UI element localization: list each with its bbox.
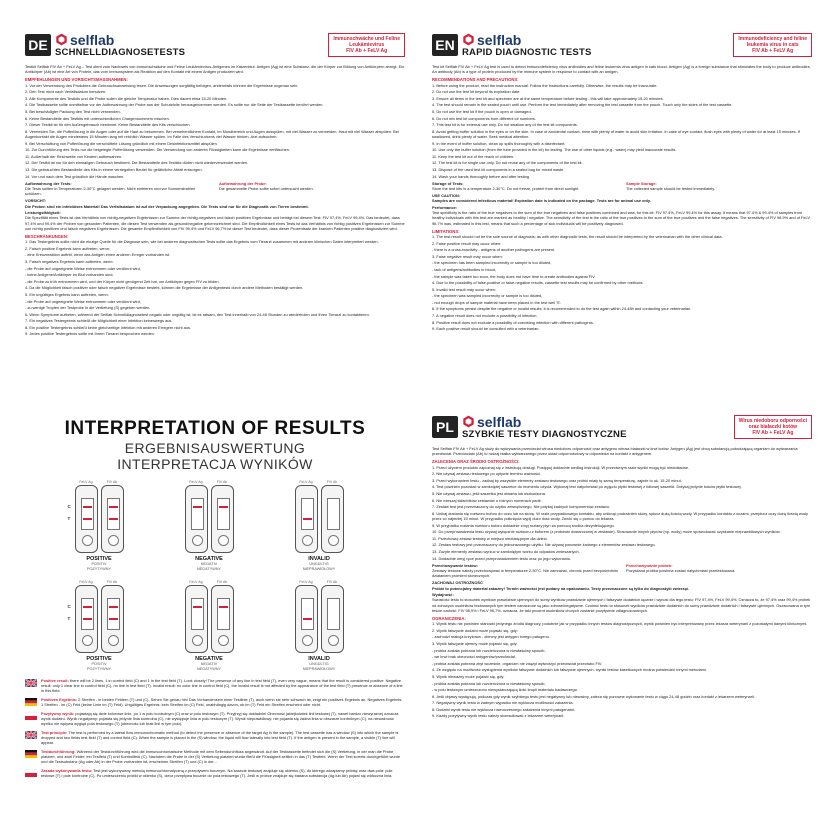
sample-well xyxy=(82,535,93,546)
performance-text: Die Spezifität eines Tests ist das Verhältnis von richtig-negativen Ergebnissen zur Summe der richtig-negativen und falsch positiven Ergebnisse und beträgt bei diesem Test: FIV 97,4%, FeLV 99,4%. Das bedeutet, dass 97,4% und 99,4% der Proben von gesunden Patienten, die diesen Test verwenden als gesund/negative gekennzeichnet sind. Die Empfindlichkeit eines Tests ist das Verhältnis von richtig positiven Ergebnissen zur Summe von richtig positiven und falsch negativen Ergebnissen. Die gesamte Empfindlichkeit von FIV 99,4% und FeLV 96,7% ist dieser Test bedeutet, dass dieser Prozentsatz der kranken Patienten positive diagnostiziert wird. xyxy=(25,215,405,231)
storage-text: Die Tests sollten in Temperaturen 2-30°C gelagert werden. Nicht einfrieren und vor Sonnenstrahlen schützen. xyxy=(25,185,196,197)
list-item: 10. Zur Durchführung des Tests nur die beigelegte Pufferlösung verwenden. Die Verwendung von anderen Flüssigkeiten kann die Ergebnisse verfälschen. xyxy=(25,147,291,153)
sample-text: Die gesammelte Probe sollte sofort untersucht werden. xyxy=(219,185,314,191)
result-window xyxy=(327,498,340,530)
list-item: 3. Falsch negatives Ergebnis kann auftreten, wenn: xyxy=(25,258,114,264)
note-label: Testdurchführung: xyxy=(41,749,76,754)
product-tag: Wirus niedoboru odporności oraz białaczki kotów FIV Ab + FeLV Ag xyxy=(734,415,812,440)
list-item: 2. Falsch positive Ergebnis kann auftreten, wenn: xyxy=(25,245,110,251)
result-label: NEGATIVE xyxy=(195,556,223,562)
intro-paragraph: Test Selflab FIV Ab + FeLV Ag służy do wykrywania przeciwciał wirusa niedoboru odporności oraz antygenu wirusa białaczki w krwi kotów. Antygen (Ag) jest obcą substancją pobudzającą organizm do wytwarzania przeciwciał. Przeciwciało (Ab) to rodzaj białka wytwarzanego przez układ odpornościowy w odpowiedzi na kontakt z antygenem. xyxy=(432,446,798,457)
test-cassette xyxy=(185,485,208,553)
result-window xyxy=(81,598,94,630)
uk-flag-icon xyxy=(25,731,37,739)
recommendation-list xyxy=(432,465,812,561)
note-item xyxy=(25,678,405,693)
list-item: 11. Przechowuj zestaw testowy w miejscu niedostępnym dla dzieci. xyxy=(432,535,548,541)
list-item: 11. Außerhalb der Reichweite von Kindern aufbewahren. xyxy=(25,153,123,159)
sample-well xyxy=(302,635,313,646)
cassette-caption: FIV Ab xyxy=(106,580,118,584)
interpretation-title: INTERPRETATION OF RESULTS xyxy=(64,418,366,439)
list-item: 12. The test kit is for single use only. Do not reuse any of the components of the test kit. xyxy=(432,160,583,166)
test-cassette xyxy=(67,485,98,553)
sample-well xyxy=(108,535,119,546)
note-text: The test is performed by a lateral flow immunochromatic method (to detect the presence or absence of the target Ag in the sample). The test cassette has a window (S) into which the sample is dropped and two fields test field (T) and control field (C). When the sample is placed in the (S) window, the liquid will flow laterally into test field (T). If the antigen is present in the sample, a visible (T) line will appear. xyxy=(41,730,399,745)
list-item: - próbka została pobrana zbyt wcześnie, organizm nie zdążył wytworzyć przeciwciał przeciwko FIV. xyxy=(432,660,603,666)
list-item: - there is a cross-reactivity - antigens of another pathogens are present. xyxy=(432,247,556,253)
product-title: RAPID DIAGNOSTIC TESTS xyxy=(462,46,592,58)
note-text: Während der Testdurchführung wird die immunochromatische Methode mit dem Seitendurchfluss angewandt. Auf der Testkassette befindet sich die (S) Vertiefung, in der man die Probe platziert, und zwei Felder: ein Testfeld (T) und Kontrollfeld (C). Nachdem die Probe in der (S) Vertiefung platziert wurde fließt die Flüssigkeit seitlich in das (T) Testfeld. Wenn der Test korrekt durchgeführt wurde und die Testsubstanz (Ag oder Ab) in der Probe vorhanden ist, erscheinen Streifen (T) und (C) in der... xyxy=(41,749,401,764)
test-cassette xyxy=(211,485,234,553)
section-heading: EMPFEHLUNGEN UND VORSICHTSMASSNAHMEN: xyxy=(25,77,128,83)
list-item: 2. Nie używaj zestawu testowego po upływie terminu ważności. xyxy=(432,471,541,477)
list-item: 13. Dispose of the used test kit components in a sealed bag for mixed waste. xyxy=(432,166,565,172)
intro-paragraph: Testkit Selflab FIV Ab + FeLV Ag – Test dient zum Nachweis von Immunschwäche und Feline Leukämievirus-Antigenen im Katzenblut. Antigen (Ag) ist eine Substanz, die der Körper zur Bildung von Antikörpern anregt. Ein Antikörper (Ab) ist eine Art von Protein, das vom Immunsystem als Reaktion auf den Kontakt mit einem Antigen produziert wird. xyxy=(25,64,405,75)
sample-well xyxy=(218,635,229,646)
result-label-de: UNGÜLTIG xyxy=(309,562,329,566)
header-en xyxy=(432,30,812,60)
section-english xyxy=(432,30,812,402)
test-label: T xyxy=(67,616,71,621)
note-item xyxy=(25,768,405,778)
list-item: 14. Wash your hands thoroughly before and after testing. xyxy=(432,173,531,179)
poland-flag-icon xyxy=(25,769,37,777)
cassette-caption: FeLV Ag xyxy=(189,580,203,584)
result-label-pl: POZYTYWNY xyxy=(86,666,112,671)
limitations-heading: OGRANICZENIA: xyxy=(432,615,466,621)
recommendation-list xyxy=(432,83,812,179)
list-item: - the specimen has been sampled incorrectly or sample is too diluted, xyxy=(432,260,552,266)
list-item: - die Probe zu früh entnommen wird, und der Körper nicht genügend Zeit hat, um Antikörper gegen FIV zu bilden. xyxy=(25,278,220,284)
caution-heading: ZACHOWAJ OSTROŻNOŚĆ xyxy=(432,580,483,586)
result-window xyxy=(81,498,94,530)
brand-name: selflab xyxy=(70,31,115,48)
result-label-de: POSITIV xyxy=(91,562,107,566)
sample-heading: Przechowywanie próbek: xyxy=(626,562,673,568)
result-window xyxy=(107,598,120,630)
control-line xyxy=(109,606,118,608)
result-label-de: NEGATIV xyxy=(200,662,218,666)
test-line xyxy=(109,618,118,620)
test-cassette xyxy=(211,585,234,653)
cassette-caption: FeLV Ag xyxy=(299,580,313,584)
brand-name: selflab xyxy=(477,31,522,48)
result-invalid xyxy=(273,580,365,671)
sample-well xyxy=(192,635,203,646)
caution-text: Próbki to potencjalny materiał zakaźny! Termin ważności jest podany na opakowaniu. Testy przeznaczone są tylko do diagnostyki zwierząt. xyxy=(432,585,689,591)
sample-well xyxy=(82,635,93,646)
list-item: 8. Unikaj dostania się roztworu buforu do oczu lub na skórę. W razie przypadkowego kontaktu, aby uniknąć podrażnień skóry, spłucz dużą ilością wody. W przypadku kontaktu z oczami, przepłucz oczy dużą ilością wody przez co najmniej 15 minut. W przypadku połknięcia wypij dużo ilość wody. Zwróć się o pomoc do lekarza. xyxy=(432,510,808,521)
cassette-caption: FeLV Ag xyxy=(79,580,93,584)
interpretation-subtitle-de: ERGEBNISAUSWERTUNG xyxy=(124,440,306,456)
list-item: 7. Zestaw test jest przeznaczony do użytku zewnętrznego. Nie połykaj żadnych komponentów zestawu. xyxy=(432,504,610,510)
list-item: 9. Każdy pozytywny wynik testu należy skonsultować z lekarzem weterynarii. xyxy=(432,713,565,719)
limitations-heading: LIMITATIONS: xyxy=(432,228,460,234)
list-item: 3. False negative result may occur when: xyxy=(432,253,503,259)
list-item: 11. Keep the test kit out of the reach of children. xyxy=(432,153,515,159)
cassette-caption: FIV Ab xyxy=(326,580,338,584)
list-item: - die Probe auf ungeeignete Weise entnommen oder verdünnt wird, xyxy=(25,265,141,271)
note-label: Test principle: xyxy=(41,730,68,735)
test-line xyxy=(83,618,92,620)
cassette-caption: FIV Ab xyxy=(216,580,228,584)
performance-heading: Performance: xyxy=(432,204,458,210)
test-line xyxy=(109,518,118,520)
note-text: 2 Streifen - in beiden Feldern (T) und (C). Sehen Sie genau hin! Das Vorhandensein einer Testlinie (T), auch wenn sie sehr schwach ist, zeigt ein positives Ergebnis an. Negatives Ergebnis: 1 Streifen - im (C) Feld (keine Linie im (T) Feld). Ungültiges Ergebnis: kein Streifen im (C) Feld, unabhängig davon, ob im (T) Feld ein Streifen erscheint oder nicht. xyxy=(41,697,403,707)
result-negative xyxy=(163,480,255,571)
product-title: SCHNELLDIAGNOSETESTS xyxy=(55,46,186,58)
test-cassette xyxy=(101,585,124,653)
brand-logo xyxy=(462,415,627,429)
list-item: 8. Ein positive Testergebnis schließt keine gleichzeitige Infektion mit anderen Erregern nicht aus. xyxy=(25,324,192,330)
list-item: 7. A negative result does not exclude a possibility of infection. xyxy=(432,313,538,319)
list-item: - we krwi brak obecności antygenów/przeciwciał, xyxy=(432,654,516,660)
list-item: - not enough drops of sample material have been placed in the test well 'S'. xyxy=(432,299,562,305)
storage-text: Store the test kits in a temperature 2-30°C. Do not freeze, protect from direct sunlight. xyxy=(432,185,580,191)
control-line xyxy=(83,606,92,608)
list-item: 5. Wynik nieważny może pojawić się, gdy: xyxy=(432,673,505,679)
control-line xyxy=(193,606,202,608)
section-heading: ZALECENIA ORAZ ŚRODKI OSTROŻNOŚCI: xyxy=(432,459,520,465)
result-window xyxy=(191,498,204,530)
product-tag: Immunodeficiency and feline leukemia virus in cats FIV Ab + FeLV Ag xyxy=(733,33,812,58)
list-item: 4. Test powinien pozostać w zamkniętej saszetce do momentu użycia. Wykonaj test natychmiast po wyjęciu płytki testowej z foliowej saszetki. Dotykaj jedynie boków płytki testowej. xyxy=(432,484,742,490)
note-item xyxy=(25,730,405,745)
section-heading: RECOMMENDATIONS AND PRECAUTIONS: xyxy=(432,77,519,83)
header-de xyxy=(25,30,405,60)
performance-text: Swoistość testu to stosunek wyników prawdziwie ujemnych do sumy wyników prawdziwie ujemnych i fałszywie dodatnich łącznie i wynosi dla tego testu: FIV 97,4%, FeLV 99,4%. Oznacza to, że 97,4% oraz 99,4% próbek od zdrowych osobników testowanych tym testem oznaczone są jako zdrowe/negatywne. Czułość testu to stosunek wyników prawdziwie dodatnich do sumy prawdziwie dodatnich i fałszywie ujemnych. Oszacowana w tym teście czułość: FIV 98,9% i FeLV 96,7%, oznacza, że taki procent osobników chorych zostanie pozytywnie zdiagnozowanych. xyxy=(432,597,811,613)
result-invalid xyxy=(273,480,365,571)
result-negative xyxy=(163,580,255,671)
test-cassette xyxy=(295,485,318,553)
sample-heading: Sample Storage: xyxy=(626,180,657,186)
sample-text: Pozyskana próbka powinna zostać natychmiast przetestowana. xyxy=(626,567,736,573)
result-window xyxy=(217,498,230,530)
sample-well xyxy=(328,635,339,646)
uk-flag-icon xyxy=(25,679,37,687)
result-label-de: NEGATIV xyxy=(200,562,218,566)
list-item: - the specimen was sampled incorrectly or sample is too diluted, xyxy=(432,293,543,299)
sample-well xyxy=(302,535,313,546)
hexagon-logo-icon xyxy=(462,415,475,428)
cassette-caption: FeLV Ag xyxy=(79,480,93,484)
product-tag: Immunschwäche und Feline Leukämievirus FIV Ab + FeLV Ag xyxy=(328,33,405,58)
result-label-de: POSITIV xyxy=(91,662,107,666)
brand-logo xyxy=(462,33,592,47)
limitations-heading: BESCHRÄNKUNGEN: xyxy=(25,233,69,239)
result-window xyxy=(327,598,340,630)
list-item: 8. Vermeiden Sie, die Pufferlösung in die Augen oder auf die Haut zu bekommen. Bei versehentlichem Kontakt, im Mundbereich und Augen ausspülen, mit viel Wasser zu vermeiden. Haut mit viel Wasser abspülen. Bei Augenkontakt die Augen mindestens 15 Minuten lang mit reichlich Wasser spülen. Im Falle des Verschluckens viel Wasser trinken. Arzt aufsuchen. xyxy=(25,128,399,139)
list-item: 2. Wynik fałszywie dodatni może pojawić się, gdy: xyxy=(432,627,518,633)
list-item: 5. Nie używaj zestawu, jeśli saszetka jest otwarta lub uszkodzona. xyxy=(432,490,546,496)
list-item: 3. Ensure all items in the test kit and specimen are at the same temperature before testing - this will take approximately 15-20 minutes. xyxy=(432,95,664,101)
list-item: 9. W przypadku rozlania roztworu buforu dokładnie zmyj rozlany płyn za pomocą środka dezynfekującego. xyxy=(432,522,615,528)
list-item: 9. Jedes positive Testergebnis sollte mit Ihrem Tierarzt besprochen werden. xyxy=(25,331,155,337)
list-item: 9. Bei Verschüttung von Pufferlösung die verschüttete Lösung gründlich mit einem Desinfektionsmittel abspülen. xyxy=(25,140,218,146)
result-label: INVALID xyxy=(308,556,330,562)
list-item: 7. Negatywny wynik testu w żadnym wypadku nie wyklucza możliwości zakażenia. xyxy=(432,700,574,706)
list-item: 4. Ze względu na możliwość wystąpienia wyników fałszywie dodatnich lub fałszywie ujemnych, wyniki testów kasetkowych można potwierdzić innymi metodami. xyxy=(432,667,707,673)
list-item: 14. Dokładnie umyj ręce przed przeprowadzeniem testu oraz po jego wykonaniu. xyxy=(432,555,572,561)
list-item: 13. Zużyte elementy zestawu wyrzuć w zamkniętym worku do odpadów zmieszanych. xyxy=(432,548,580,554)
caution-text: Die Proben sind ein infektiöses Material! Das Verfallsdatum ist auf der Verpackung angegeben. Die Tests sind nur für die Diagnostik von Tieren bestimmt. xyxy=(25,203,309,209)
list-item: 2. Den Test nicht nach Verfallsdatum benutzen. xyxy=(25,89,107,95)
note-text: there will be 2 lines, 1 in control field (C) and 1 in the test field (T). Look closely! The presence of any line in test field (T), even very vague, means that the result is considered positive. Negative result: only 1 clear line in control field (C), no line in test field (T). Invalid result: no color line in control field (C), the invalid result is not affected by the appearance of the test field (T) presence or absence of a line in this field. xyxy=(41,678,403,693)
caution-heading: VORSICHT: xyxy=(25,198,46,204)
list-item: 6. Keine Bestandteile des Testkits mit unterschiedlichen Chargennummern mischen. xyxy=(25,115,170,121)
list-item: 10. Use only the buffer solution (from the tube provided in the kit) for testing. The use of other liquids (e.g., water) may yield inaccurate results. xyxy=(432,147,677,153)
list-item: 6. Jeśli objawy występują, podczas gdy wynik szybkiego testu jest negatywny lub nieważny, zaleca się ponowne wykonanie testu w ciągu 24-48 godzin oraz kontakt z lekarzem weterynarii. xyxy=(432,693,755,699)
cassette-caption: FIV Ab xyxy=(106,480,118,484)
list-item: 12. Zestaw testowy jest przeznaczony do jednorazowego użytku. Nie używaj ponownie żadnego z elementów zestawu testowego. xyxy=(432,542,656,548)
storage-heading: Aufbewahrung der Tests: xyxy=(25,180,72,186)
limitations-list xyxy=(25,239,405,337)
control-line xyxy=(83,506,92,508)
caution-text: Samples are considered infectious material! Expiration date is indicated on the package. Tests are for animal use only. xyxy=(432,198,651,204)
caution-heading: USE CAUTION: xyxy=(432,193,461,199)
control-line xyxy=(219,506,228,508)
list-item: 9. In the event of buffer solution, clean up spills thoroughly with a disinfectant. xyxy=(432,140,566,146)
list-item: - zachodzi reakcja krzyżowa - obecny jest antygen innego patogenu. xyxy=(432,634,550,640)
result-label-pl: POZYTYWNY xyxy=(86,566,112,571)
language-badge-pl: PL xyxy=(432,416,458,438)
sample-well xyxy=(218,535,229,546)
list-item: 7. This test kit is for external use only. Do not swallow any of the test kit components. xyxy=(432,122,578,128)
section-interpretation xyxy=(25,412,405,810)
control-label: C xyxy=(67,504,71,509)
list-item: 4. Da die Möglichkeit falsch positiver oder falsch negativer Ergebnisse besteht, können die Ergebnisse der Antigentests durch andere Methoden bestätigt werden. xyxy=(25,285,304,291)
list-item: 6. Do not mix test kit components from different lot numbers. xyxy=(432,115,536,121)
list-item: 4. Due to the possibility of false-positive or false-negative results, cassette test results may be confirmed by other methods. xyxy=(432,280,644,286)
performance-heading: Leistungsfähigkeit: xyxy=(25,210,61,216)
list-item: - próbka została pobrana lub rozcieńczona w niewłaściwy sposób, xyxy=(432,680,546,686)
list-item: - eine Kreuzreaktion auftritt, wenn das Antigen einen anderen Erreger vorhanden ist. xyxy=(25,252,171,258)
storage-heading: Przechowywanie testów: xyxy=(432,562,478,568)
list-item: - zu wenige Tropfen der Testprobe in die Vertiefung (S) gegeben werden. xyxy=(25,305,151,311)
list-item: 3. Wynik fałszywie ujemny może pojawić się, gdy: xyxy=(432,640,518,646)
limitations-list xyxy=(432,234,812,332)
result-positive xyxy=(53,580,145,671)
list-item: 7. Dieser Testkit ist für den Außengebrauch bestimmt. Keine Bestandteile des Kits verschlucken. xyxy=(25,122,191,128)
germany-flag-icon xyxy=(25,698,37,706)
results-diagram xyxy=(25,480,405,676)
test-line xyxy=(303,618,312,620)
list-item: 6. Wenn Symptome auftreten, während der Selflab Schnelldiagnosetest negativ oder ungültig ist, ist es ratsam, den Test innerhalb von 24-48 Stunden zu wiederholen und Ihren Tierarzt zu kontaktieren. xyxy=(25,311,370,317)
section-polish xyxy=(432,412,812,810)
result-label-pl: NEGATYWNY xyxy=(196,566,222,571)
result-window xyxy=(301,598,314,630)
cassette-caption: FeLV Ag xyxy=(189,480,203,484)
list-item: 2. Do not use the test kit beyond its expiration date. xyxy=(432,89,521,95)
body-text-de xyxy=(25,64,405,337)
test-line xyxy=(83,518,92,520)
poland-flag-icon xyxy=(25,712,37,720)
test-cassette xyxy=(321,585,344,653)
list-item: 6. If the symptoms persist despite the negative or invalid results, it is recommended to do the test again within 24-48h and contacting your veterinarian. xyxy=(432,306,692,312)
limitations-list xyxy=(432,621,812,719)
list-item: 1. Wynik testu nie powinien stanowić jedynego źródła diagnozy, podobnie jak w przypadku innych testów diagnostycznych, wynik powinien być interpretowany przez lekarza weterynarii z pozostałymi danymi klinicznymi. xyxy=(432,621,808,627)
list-item: 5. Do not use the test kit if the pouch is open or damaged. xyxy=(432,108,532,114)
list-item: 12. Der Testkit ist nur für den einmaligen Gebrauch bestimmt. Die Bestandteile des Testkits dürfen nicht wiederverwendet werden. xyxy=(25,160,249,166)
hexagon-logo-icon xyxy=(462,33,475,46)
list-item: 8. Avoid getting buffer solution in the eyes or on the skin. In case of accidental contact, rinse with plenty of water to avoid skin irritation. In case of eye contact, flush eyes with plenty of water for at least 15 minutes. If swallowed, drink plenty of water. Seek medical attention. xyxy=(432,128,800,139)
note-label: Positives Ergebnis: xyxy=(41,697,78,702)
result-label-pl: NEGATYWNY xyxy=(196,666,222,671)
sample-text: The collected sample should be tested immediately. xyxy=(626,185,716,191)
test-cassette xyxy=(185,585,208,653)
control-line xyxy=(109,506,118,508)
result-label: POSITIVE xyxy=(86,656,112,662)
list-item: - die Probe auf ungeeignete Weise entnommen oder verdünnt wird, xyxy=(25,298,141,304)
note-label: Positive result: xyxy=(41,678,69,683)
list-item: 8. Dodatni wynik testu nie wyklucza równoczesnego zakażenia innymi patogenami. xyxy=(432,706,575,712)
list-item: - lack of antigens/antibodies in blood, xyxy=(432,266,497,272)
result-label-de: UNGÜLTIG xyxy=(309,662,329,666)
cassette-caption: FIV Ab xyxy=(216,480,228,484)
language-badge-de: DE xyxy=(25,34,51,56)
list-item: 1. Vor der Verwendung des Produktes die Gebrauchsanweisung lesen. Die Anweisungen sorgfältig befolgen, andernfalls können die Ergebnisse ungenau sein. xyxy=(25,82,299,88)
note-item xyxy=(25,697,405,707)
list-item: 14. Vor und nach dem Test gründlich die Hände waschen. xyxy=(25,173,125,179)
list-item: 3. Alle Komponente des Testkits und die Probe sollen die gleiche Temperatur haben. Dies dauert etwa 15-20 Minuten. xyxy=(25,95,228,101)
list-item: - the sample was taken too soon, the body does not have time to create antibodies against FIV. xyxy=(432,273,596,279)
header-pl xyxy=(432,412,812,442)
test-line xyxy=(303,518,312,520)
cassette-caption: FIV Ab xyxy=(326,480,338,484)
notes-list xyxy=(25,678,405,778)
hexagon-logo-icon xyxy=(55,33,68,46)
germany-flag-icon xyxy=(25,750,37,758)
list-item: 4. The test should remain in the sealed pouch until use. Perform the test immediately after removing the test cassette from the pouch. Touch only the sides of the test cassette. xyxy=(432,102,733,108)
brand-name: selflab xyxy=(477,413,522,430)
note-label: Pozytywny wynik: xyxy=(41,711,75,716)
list-item: 3. Przed wykonaniem testu - zadbaj by wszystkie elementy zestawu testowego oraz próbki miały tę samą temperaturę, zajmie to ok. 15-20 minut. xyxy=(432,477,682,483)
result-label-pl: NIEPRAWIDŁOWY xyxy=(302,566,336,571)
test-cassette xyxy=(321,485,344,553)
control-line xyxy=(193,506,202,508)
body-text-en xyxy=(432,64,812,331)
list-item: 5. Invalid test result may occur when: xyxy=(432,286,497,292)
result-window xyxy=(301,498,314,530)
test-label: T xyxy=(67,516,71,521)
list-item: 13. Die gebrauchten Bestandteile des Kits in einem verriegelten Beutel für gefährliche Abfall entsorgen. xyxy=(25,166,203,172)
list-item: 5. Ein ungültiges Ergebnis kann auftreten, wenn: xyxy=(25,291,109,297)
result-label: NEGATIVE xyxy=(195,656,223,662)
control-line xyxy=(219,606,228,608)
test-cassette xyxy=(295,585,318,653)
language-badge-en: EN xyxy=(432,34,458,56)
sample-well xyxy=(192,535,203,546)
list-item: 1. The test result should not be the sole source of diagnosis; as with other diagnostic tests, the result should be interpreted by the veterinarian with the other clinical data. xyxy=(432,233,723,239)
list-item: 1. Before using the product, read the instruction manual. Follow the instructions carefully. Otherwise, the results may be inaccurate. xyxy=(432,82,658,88)
list-item: 2. False positive result may occur when: xyxy=(432,240,502,246)
result-window xyxy=(107,498,120,530)
list-item: 6. Nie mieszaj składników zestawów o różnych numerach partii. xyxy=(432,497,542,503)
control-label: C xyxy=(67,604,71,609)
list-item: 10. Do przeprowadzenia testu używaj wyłącznie roztworu z buforem (z probówki dostarczonej w zestawie). Stosowanie innych płynów (np. wody) może spowodować uzyskanie nieprawidłowych wyników. xyxy=(432,529,781,535)
body-text-pl xyxy=(432,446,812,719)
section-german xyxy=(25,30,405,402)
note-item xyxy=(25,711,405,726)
result-label: POSITIVE xyxy=(86,556,112,562)
note-text: pojawiają się dwie kolorowe linie, po 1 w polu kontrolnym (C) oraz w polu testowym (T). Przyjrzyj się dokładnie! Obecność jakiejkolwiek linii testowej (T), nawet bardzo niewyraźnej oznacza wynik dodatni. Wynik negatywny: pojawia się jedynie linia kontrolna (C), nie występuje linia w polu testowym (T). Wynik nieprawidłowy: nie pojawia się żadna linia w obszarze kontrolnym (C), na nieważność wyniku nie wpływa wygląd pola testowego (T) (obecność lub brak linii w tym polu). xyxy=(41,711,399,726)
product-title: SZYBKIE TESTY DIAGNOSTYCZNE xyxy=(462,428,627,440)
list-item: 1. Przed użyciem produktu zapoznaj się z instrukcją obsługi. Postępuj dokładnie według instrukcji. W przeciwnym razie wyniki mogą być niedokładne. xyxy=(432,464,690,470)
brand-logo xyxy=(55,33,185,47)
list-item: 8. Positive result does not exclude a possibility of coexisting infection with different pathogens. xyxy=(432,319,594,325)
interpretation-subtitle-pl: INTERPRETACJA WYNIKÓW xyxy=(117,456,313,472)
note-item xyxy=(25,749,405,764)
cassette-caption: FeLV Ag xyxy=(299,480,313,484)
sample-heading: Aufbewahrung der Probe: xyxy=(219,180,267,186)
list-item: 7. Ein negatives Testergebnis schließt die Möglichkeit einer Infektion keineswegs aus. xyxy=(25,318,173,324)
list-item: - keine Antigene/Antikörper im Blut vorhanden sind, xyxy=(25,272,114,278)
result-label-pl: NIEPRAWIDŁOWY xyxy=(302,666,336,671)
list-item: - w polu testowym umieszczono niewystarczającą ilość kropli materiału badawczego. xyxy=(432,687,578,693)
intro-paragraph: Test kit Selflab FIV Ab + FeLV Ag test is used to detect immunodeficiency virus antibodies and feline leukemia virus antigen in cats blood. Antigen (Ag) is a foreign substance that stimulates the body to produce antibodies. An antibody (Ab) is a type of protein produced by the immune system in response to contact with an antigen. xyxy=(432,64,811,75)
list-item: 1. Das Testergebnis sollte nicht die einzige Quelle für die Diagnose sein; wie bei anderen diagnostischen Tests sollte das Ergebnis vom Tierarzt zusammen mit anderen klinischen Daten interpretiert werden. xyxy=(25,239,379,245)
performance-text: Test specificity is the ratio of the true negatives to the sum of the true negatives and false positives combined and was, for this kit: FIV 97.4%, FeLV 99.4% for this assay. It means that 97.4% & 99.4% of samples from healthy individuals with this test are marked as healthy / negative. The sensitivity of the test is the ratio of the true positives to the sum of the true positives and the false negatives. The sensitivity of FIV 98.9% and of FeLV 96.7% was, estimated in this test, means that such a percentage of sick individuals will be positively diagnosed. xyxy=(432,210,811,226)
list-item: 4. Die Testkassette sollte unmittelbar vor der Aufbewahrung der Probe aus der Schutzfolie herausgenommen werden. Es sollte nur die Seite der Testkassette berührt werden. xyxy=(25,102,324,108)
result-window xyxy=(217,598,230,630)
storage-text: Zestawy testowe należy przechowywać w temperaturze 2-30°C. Nie zamrażać, chronić przed bezpośrednim działaniem promieni słonecznych. xyxy=(432,567,619,579)
performance-heading: Wydajność: xyxy=(432,592,454,598)
list-item: - próbka została pobrana lub rozcieńczona w niewłaściwy sposób, xyxy=(432,647,546,653)
note-text: Test jest wykonywany metodą immunochromatyczną z przepływem bocznym. Na kasecie testowej znajduje się okienko (S), do którego wkraplamy próbkę oraz dwa pola: pole testowe (T) i pole kontrolne (C). Po umieszczeniu próbki w okienku (S), ciecz przepływa bocznie do pola testowego (T). Jeśli w próbce znajduje się badana substancja (Ag lub Ab) pojawi się widoczna linia. xyxy=(41,768,393,778)
sample-well xyxy=(328,535,339,546)
recommendation-list xyxy=(25,83,405,179)
result-window xyxy=(191,598,204,630)
list-item: 5. Bei beschädigter Packung den Test nicht verwenden. xyxy=(25,108,121,114)
result-label: INVALID xyxy=(308,656,330,662)
test-cassette xyxy=(67,585,98,653)
test-cassette xyxy=(101,485,124,553)
result-positive xyxy=(53,480,145,571)
sample-well xyxy=(108,635,119,646)
note-label: Zasada wykonywania testu: xyxy=(41,768,93,773)
list-item: 9. Each positive result should be consulted with a veterinarian. xyxy=(432,326,540,332)
storage-heading: Storage of Tests: xyxy=(432,180,464,186)
